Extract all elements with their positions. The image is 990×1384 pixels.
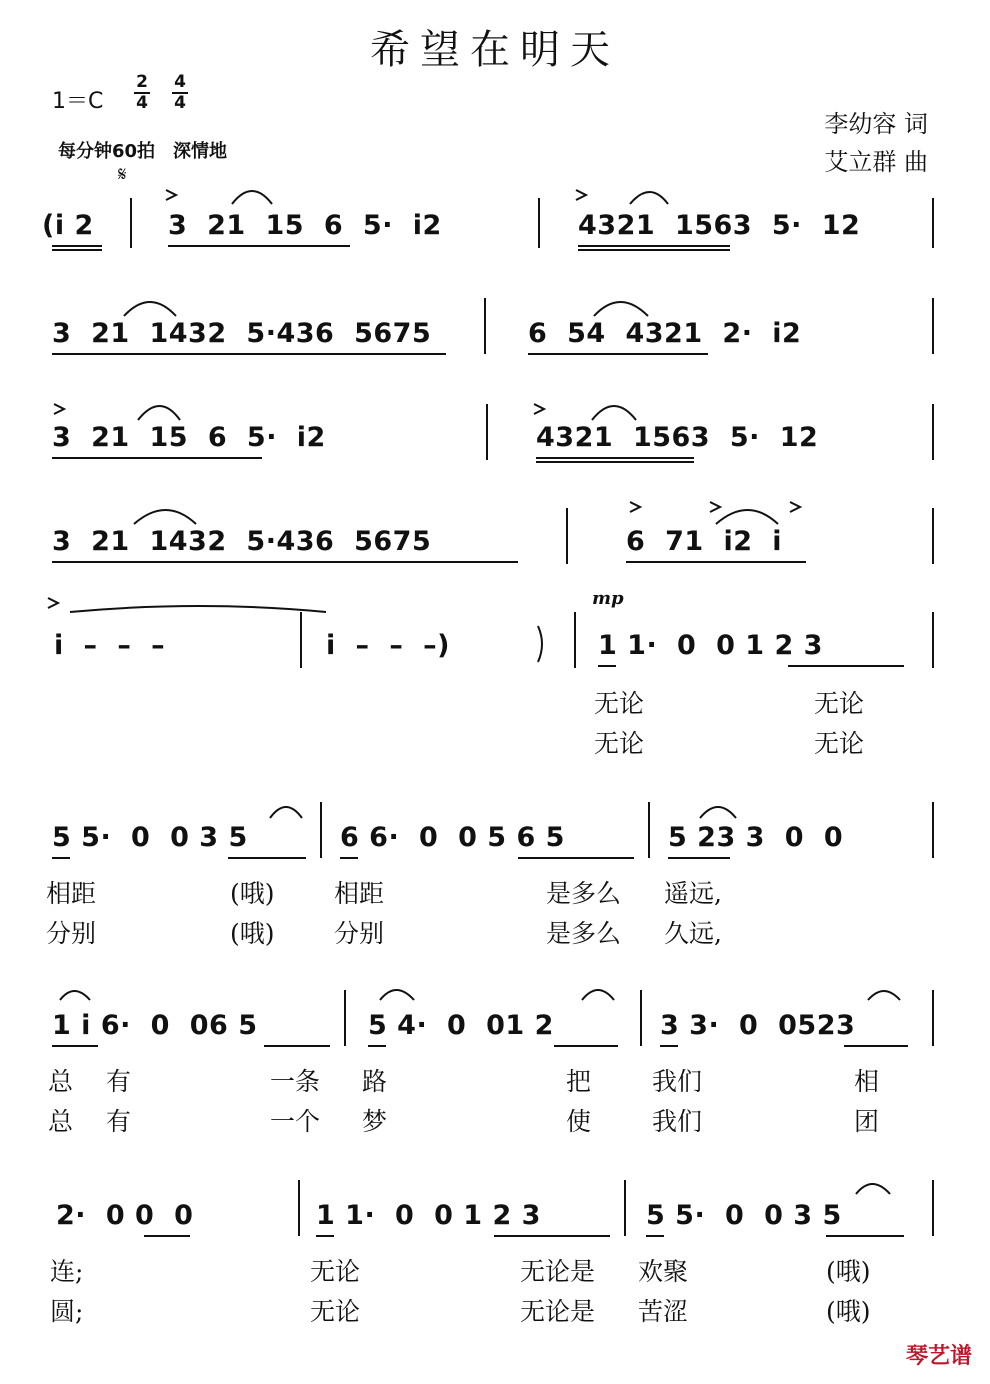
measure-r2-a: 3 21 1432 5·436 5675	[52, 318, 432, 349]
slur	[138, 406, 180, 420]
measure-r1-b: 4321 1563 5· 12	[578, 210, 861, 241]
lyric: 分别	[334, 919, 385, 948]
slur	[592, 406, 636, 420]
lyric: 团	[854, 1107, 880, 1136]
measure-r7-a: 1 i 6· 0 06 5	[52, 1010, 258, 1041]
accent	[790, 502, 800, 512]
slur	[270, 807, 302, 818]
slur	[594, 302, 648, 316]
lyric: 无论是	[520, 1297, 596, 1326]
lyric: (哦)	[826, 1257, 871, 1286]
measure-r5-b: i – – –)	[326, 630, 450, 661]
lyric: 把	[566, 1067, 592, 1096]
measure-r5-c: 1 1· 0 0 1 2 3	[598, 630, 823, 661]
lyric: 梦	[362, 1107, 388, 1136]
lyric: 相距	[334, 879, 385, 908]
lyric: 无论	[814, 689, 865, 718]
composer: 艾立群 曲	[824, 148, 928, 176]
accent	[630, 502, 640, 512]
slur	[70, 606, 326, 612]
slur	[124, 302, 176, 316]
measure-r8-b: 1 1· 0 0 1 2 3	[316, 1200, 541, 1231]
lyric: (哦)	[230, 879, 275, 908]
lyric: 无论	[594, 729, 645, 758]
slur	[582, 990, 614, 1000]
measure-r2-b: 6 54 4321 2· i2	[528, 318, 802, 349]
lyric: 我们	[652, 1107, 703, 1136]
watermark-logo: 琴艺谱	[905, 1344, 972, 1369]
lyric: 苦涩	[638, 1297, 689, 1326]
slur	[232, 191, 272, 204]
measure-r3-a: 3 21 15 6 5· i2	[52, 422, 326, 453]
lyric: 有	[106, 1107, 132, 1136]
slur	[630, 192, 668, 204]
page-title: 希望在明天	[370, 27, 620, 73]
measure-r5-a: i – – –	[54, 630, 166, 661]
lyric: 使	[566, 1107, 592, 1136]
measure-r7-b: 5 4· 0 01 2	[368, 1010, 554, 1041]
measure-r7-c: 3 3· 0 0523	[660, 1010, 856, 1041]
accent	[54, 404, 64, 414]
dynamic-mp: mp	[592, 588, 624, 609]
measure-r8-a: 2· 0 0 0	[56, 1200, 194, 1231]
lyric: 有	[106, 1067, 132, 1096]
lyric: 遥远,	[664, 879, 722, 908]
lyric: 一个	[270, 1107, 321, 1136]
segno-sign: 𝄋	[118, 162, 127, 186]
lyric: 相	[854, 1067, 880, 1096]
measure-r4-b: 6 71 i2 i	[626, 526, 783, 557]
lyric: 无论	[594, 689, 645, 718]
lyric: (哦)	[230, 919, 275, 948]
lyric: 总	[48, 1107, 74, 1136]
lyric: 相距	[46, 879, 97, 908]
accent	[710, 502, 720, 512]
slur	[60, 991, 90, 1000]
measure-r6-b: 6 6· 0 0 5 6 5	[340, 822, 565, 853]
lyric: 是多么	[546, 919, 622, 948]
slur	[716, 510, 778, 524]
lyric: 无论是	[520, 1257, 596, 1286]
measure-r6-c: 5 23 3 0 0	[668, 822, 844, 853]
measure-r8-c: 5 5· 0 0 3 5	[646, 1200, 842, 1231]
measure-r1-a: 3 21 15 6 5· i2	[168, 210, 442, 241]
lyric: 无论	[814, 729, 865, 758]
lyric: 路	[362, 1067, 388, 1096]
slur	[134, 510, 196, 524]
measure-r6-a: 5 5· 0 0 3 5	[52, 822, 248, 853]
lyric: (哦)	[826, 1297, 871, 1326]
slur	[380, 990, 414, 1000]
slur	[856, 1184, 890, 1194]
lyric: 欢聚	[638, 1257, 689, 1286]
bracket	[538, 626, 542, 662]
key-signature: 1＝C	[52, 89, 104, 114]
lyric: 一条	[270, 1067, 321, 1096]
accent	[166, 190, 176, 200]
slur	[868, 991, 900, 1000]
lyric: 无论	[310, 1257, 361, 1286]
measure-r3-b: 4321 1563 5· 12	[536, 422, 819, 453]
tempo-marking: 每分钟60拍 深情地	[58, 141, 228, 162]
slur	[700, 807, 736, 818]
lyric: 分别	[46, 919, 97, 948]
lyricist: 李幼容 词	[824, 110, 928, 138]
accent	[48, 598, 58, 608]
lyric: 我们	[652, 1067, 703, 1096]
lyric: 总	[48, 1067, 74, 1096]
accent	[534, 404, 544, 414]
time-signature-4-4: 4 4	[172, 74, 188, 112]
lyric: 连;	[50, 1257, 84, 1286]
accent	[576, 190, 586, 200]
time-signature-2-4: 2 4	[134, 74, 150, 112]
lyric: 圆;	[50, 1297, 84, 1326]
lyric: 无论	[310, 1297, 361, 1326]
measure-r1-intro: (i 2	[42, 210, 94, 241]
lyric: 是多么	[546, 879, 622, 908]
measure-r4-a: 3 21 1432 5·436 5675	[52, 526, 432, 557]
lyric: 久远,	[664, 919, 722, 948]
